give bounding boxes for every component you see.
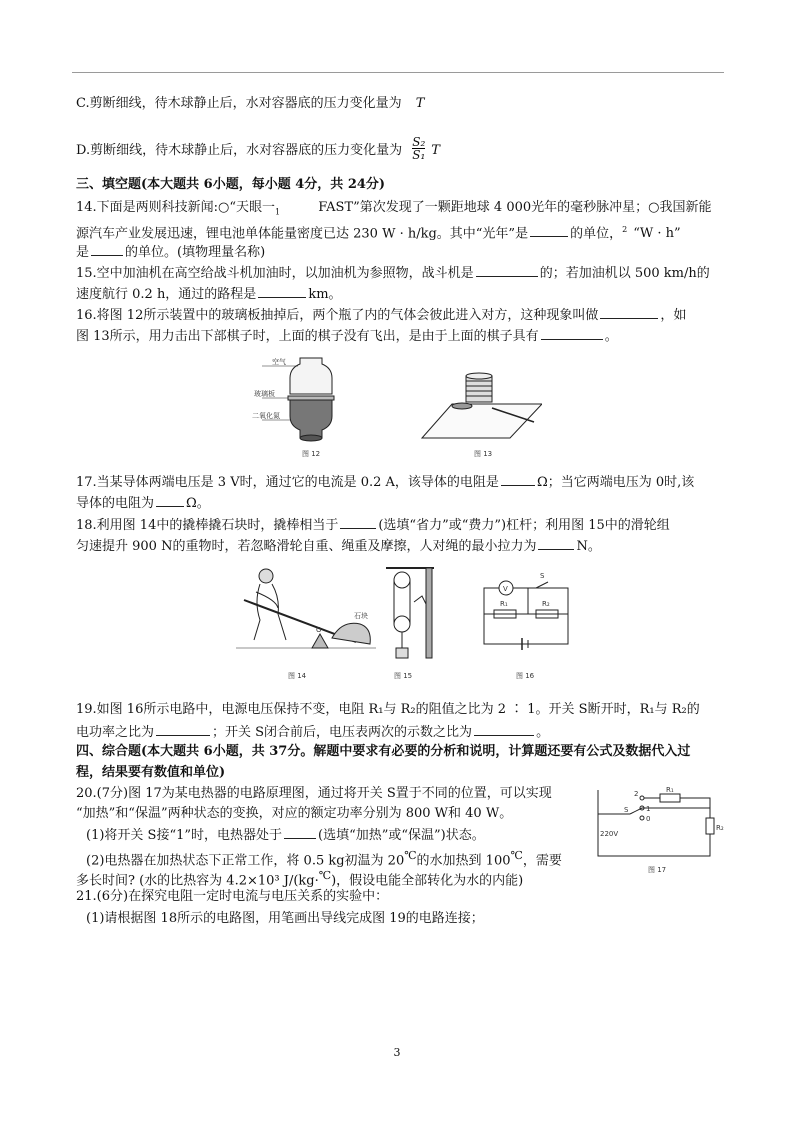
section-4-heading-1: 四、综合题(本大题共 6小题，共 37分。解题中要求有必要的分析和说明，计算题还要有公式及数据代入过 [76, 744, 691, 759]
q16-line1 [76, 306, 686, 324]
q16-text-b: 图 13所示，用力击出下部棋子时，上面的棋子没有飞出，是由于上面的棋子具有 [76, 329, 539, 344]
q14-blank-2[interactable] [91, 243, 123, 256]
fig15-caption: 图 15 [394, 672, 413, 680]
option-c-text: C.剪断细线，待木球静止后，水对容器底的压力变化量为 [76, 96, 402, 111]
fig14-label-stone: 石块 [354, 612, 368, 620]
fig12-label-air: 空气 [272, 358, 286, 366]
q19-blank-1[interactable] [156, 723, 210, 736]
q20-text-d1: (2)电热器在加热状态下正常工作，将 0.5 kg初温为 20 [86, 853, 405, 869]
fig17-label-1: 1 [646, 805, 651, 813]
q14-text-b: 源汽车产业发展迅速，锂电池单体能量密度已达 230 W · h/kg。其中“光年”是 [76, 226, 529, 242]
fig12-label-no2: 二氧化氮 [252, 412, 280, 420]
fig17-label-0: 0 [646, 815, 651, 823]
q14-text-c1: 是 [76, 245, 90, 260]
q20-degree-3: ℃ [318, 869, 332, 882]
option-d-fraction [412, 136, 425, 161]
q19-line1: 19.如图 16所示电路中，电源电压保持不变，电阻 R₁与 R₂的阻值之比为 2 ∶ 1。开关 S断开时，R₁与 R₂的 [76, 702, 700, 717]
option-c [76, 96, 424, 112]
fig17-label-R2: R₂ [716, 824, 724, 832]
fraction-numerator: S₂ [412, 135, 426, 149]
figure-16-circuit [484, 581, 568, 650]
q15-text-b2: km。 [308, 287, 342, 302]
q15-blank-1[interactable] [476, 264, 538, 277]
figure-15-pulley [386, 568, 434, 658]
q14-line2 [76, 222, 681, 242]
q14-blank-1[interactable] [530, 224, 568, 237]
q20-text-c1: (1)将开关 S接“1”时，电热器处于 [86, 828, 283, 843]
q14-line3 [76, 243, 265, 261]
q17-line1 [76, 473, 694, 491]
section-3-heading: 三、填空题(本大题共 6小题，每小题 4分，共 24分) [76, 177, 386, 192]
q14-text-a2: FAST”第次发现了一颗距地球 4 000光年的毫秒脉冲星；○我国新能 [318, 200, 712, 215]
fig17-label-220V: 220V [600, 830, 619, 838]
fig16-label-S: S [540, 572, 545, 580]
q15-text-a2: 的；若加油机以 500 km/h的 [539, 266, 710, 281]
q20-line2: “加热”和“保温”两种状态的变换，对应的额定功率分别为 800 W和 40 W。 [76, 806, 513, 821]
q19-text-b1: 电功率之比为 [76, 725, 155, 740]
q20-degree-1: ℃ [404, 849, 417, 862]
q19-line2 [76, 723, 549, 741]
q20-text-c2: (选填“加热”或“保温”)状态。 [318, 828, 485, 843]
fig12-caption: 图 12 [302, 450, 321, 458]
q14-text-c2: 的单位。(填物理量名称) [125, 245, 266, 260]
q20-line5 [76, 868, 523, 889]
fig17-label-2: 2 [634, 790, 639, 798]
q18-text-a2: (选填“省力”或“费力”)杠杆；利用图 15中的滑轮组 [378, 518, 670, 533]
fig16-label-R2: R₂ [542, 600, 550, 608]
q17-blank-1[interactable] [501, 473, 535, 486]
q17-line2 [76, 494, 210, 512]
q18-text-a1: 18.利用图 14中的撬棒撬石块时，撬棒相当于 [76, 518, 339, 533]
q20-degree-2: ℃ [510, 849, 523, 862]
q14-text-b2: 的单位， [570, 226, 623, 242]
q19-text-b2: ；开关 S闭合前后，电压表两次的示数之比为 [212, 725, 473, 740]
q16-text-b2: 。 [604, 329, 618, 344]
figure-17-circuit [592, 784, 728, 876]
q17-text-b1: 导体的电阻为 [76, 496, 155, 511]
q16-line2 [76, 327, 618, 345]
q15-line1 [76, 264, 710, 282]
q17-text-a1: 17.当某导体两端电压是 3 V时，通过它的电流是 0.2 A，该导体的电阻是 [76, 475, 499, 490]
q18-text-b2: N。 [576, 539, 601, 554]
figure-12-jars [262, 358, 334, 441]
figure-14-lever [236, 569, 376, 648]
fig14-label-O: O [316, 626, 322, 634]
fig17-caption: 图 17 [648, 866, 667, 874]
q18-blank-2[interactable] [538, 537, 574, 550]
fig14-caption: 图 14 [288, 672, 307, 680]
q20-line3 [86, 826, 485, 844]
q14-sup: 2 [622, 225, 628, 234]
q15-text-b1: 速度航行 0.2 h，通过的路程是 [76, 287, 257, 302]
fig12-label-glass: 玻璃板 [254, 390, 275, 398]
fig17-label-S: S [624, 806, 629, 814]
figure-12-13 [252, 352, 542, 464]
q14-sub: 1 [275, 207, 281, 217]
fig16-label-V: V [503, 585, 508, 593]
q14-line1 [76, 200, 711, 221]
q20-text-d3: 的水加热到 100 [416, 853, 511, 869]
option-c-T: T [415, 96, 425, 111]
q19-blank-2[interactable] [474, 723, 534, 736]
q18-line1 [76, 516, 670, 534]
q16-blank-2[interactable] [541, 327, 603, 340]
q18-text-b1: 匀速提升 900 N的重物时，若忽略滑轮自重、绳重及摩擦，人对绳的最小拉力为 [76, 539, 537, 554]
q18-blank-1[interactable] [340, 516, 376, 529]
q16-text-a2: ，如 [660, 308, 687, 323]
fig13-caption: 图 13 [474, 450, 493, 458]
page-number: 3 [393, 1046, 401, 1059]
fig16-label-R1: R₁ [500, 600, 508, 608]
q18-line2 [76, 537, 601, 555]
q17-blank-2[interactable] [156, 494, 184, 507]
option-d [76, 135, 440, 163]
q20-text-d5: ，需要 [522, 853, 562, 869]
figure-14-15-16 [236, 562, 576, 686]
q20-line1: 20.(7分)图 17为某电热器的电路原理图，通过将开关 S置于不同的位置，可以实现 [76, 786, 552, 801]
q17-text-a2: Ω；当它两端电压为 0时,该 [536, 475, 695, 490]
q14-text-b3: “W · h” [633, 226, 681, 242]
option-d-text: D.剪断细线，待木球静止后，水对容器底的压力变化量为 [76, 143, 403, 158]
q19-text-b3: 。 [536, 725, 550, 740]
q20-text-e3: )，假设电能全部转化为水的内能) [331, 873, 524, 889]
q14-text-a: 14.下面是两则科技新闻:○“天眼一 [76, 200, 276, 215]
q16-text-a: 16.将图 12所示装置中的玻璃板抽掉后，两个瓶了内的气体会彼此进入对方，这种现象叫做 [76, 308, 599, 323]
q15-blank-2[interactable] [258, 285, 306, 298]
q15-line2 [76, 285, 342, 303]
fig17-label-R1: R₁ [666, 786, 674, 794]
header-rule [72, 72, 724, 73]
q17-text-b2: Ω。 [186, 496, 210, 511]
figure-13-checkers [422, 373, 542, 438]
fig16-caption: 图 16 [516, 672, 535, 680]
q20-blank-1[interactable] [284, 826, 316, 839]
q21-line1: 21.(6分)在探究电阻一定时电流与电压关系的实验中： [76, 889, 389, 904]
fraction-denominator: S₁ [412, 148, 426, 162]
q20-line4 [86, 848, 562, 869]
option-d-T: T [431, 143, 440, 158]
q21-line2: (1)请根据图 18所示的电路图，用笔画出导线完成图 19的电路连接； [86, 911, 484, 926]
q15-text-a: 15.空中加油机在高空给战斗机加油时，以加油机为参照物，战斗机是 [76, 266, 474, 281]
q20-text-e1: 多长时间? (水的比热容为 4.2×10³ J/(kg· [76, 873, 319, 889]
q16-blank-1[interactable] [600, 306, 658, 319]
section-4-heading-2: 程，结果要有数值和单位) [76, 765, 226, 780]
